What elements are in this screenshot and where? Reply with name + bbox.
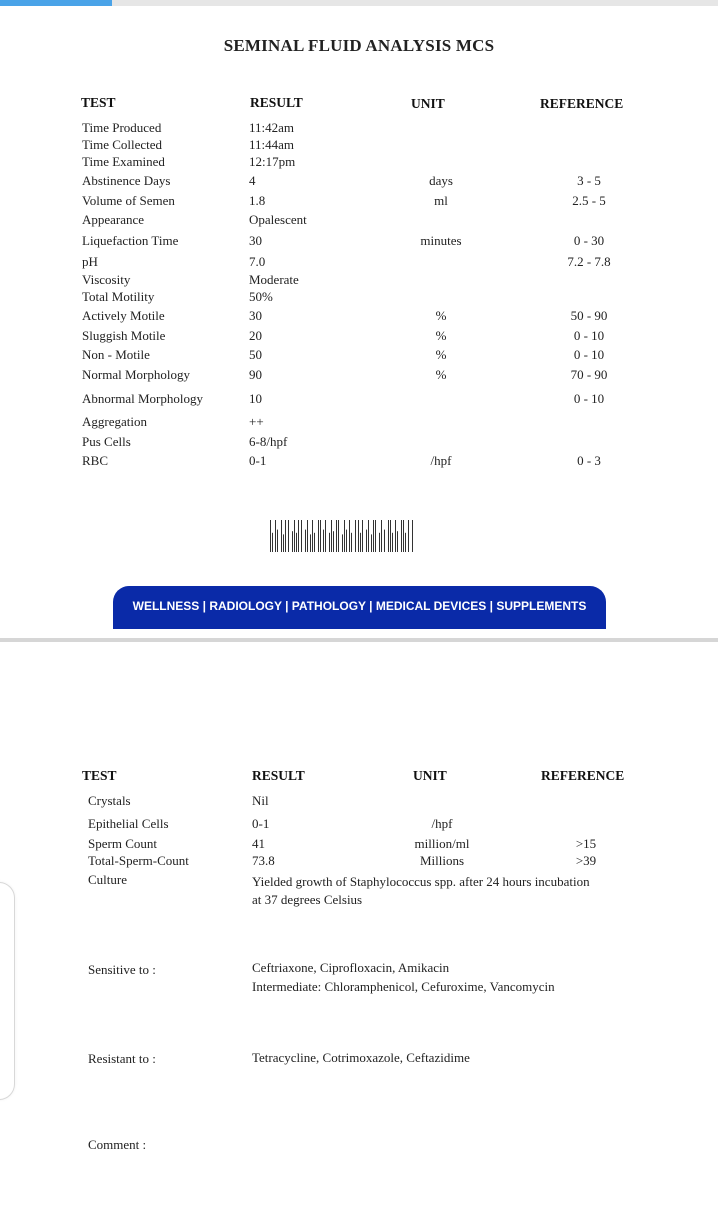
culture-result-line1: Yielded growth of Staphylococcus spp. after 24 hours incubation [252, 874, 590, 889]
header-unit-2: UNIT [413, 768, 447, 783]
row-reference: >39 [575, 853, 597, 868]
row-test-name: Abstinence Days [82, 173, 171, 188]
row-unit: minutes [420, 233, 462, 248]
side-floating-panel[interactable] [0, 882, 15, 1100]
row-reference: 0 - 10 [573, 347, 605, 362]
row-test-name: Sperm Count [88, 836, 157, 851]
row-result: 90 [249, 367, 262, 382]
row-result: 1.8 [249, 193, 266, 208]
header-result-2: RESULT [252, 768, 305, 783]
row-test-name: Aggregation [82, 414, 147, 429]
barcode-icon [266, 520, 454, 552]
report-title: SEMINAL FLUID ANALYSIS MCS [223, 36, 495, 55]
row-result: 11:42am [249, 120, 295, 135]
row-test-name: Actively Motile [82, 308, 165, 323]
row-test-name: Epithelial Cells [88, 816, 169, 831]
header-result: RESULT [250, 95, 303, 110]
sensitive-line1: Ceftriaxone, Ciprofloxacin, Amikacin [252, 960, 450, 975]
row-result: Moderate [249, 272, 299, 287]
row-unit: days [429, 173, 453, 188]
row-unit: Millions [419, 853, 465, 868]
header-test: TEST [81, 95, 116, 110]
row-test-name: Abnormal Morphology [82, 391, 203, 406]
row-result: 50% [249, 289, 273, 304]
culture-result-line2: at 37 degrees Celsius [252, 892, 363, 907]
header-unit: UNIT [411, 96, 445, 111]
row-test-name: Crystals [88, 793, 131, 808]
row-test-name: Non - Motile [82, 347, 150, 362]
row-reference: 0 - 10 [573, 391, 605, 406]
row-result: 7.0 [249, 254, 266, 269]
row-result: 11:44am [249, 137, 295, 152]
resistant-label: Resistant to : [88, 1051, 156, 1066]
row-reference: 70 - 90 [570, 367, 608, 382]
row-test-name: Volume of Semen [82, 193, 175, 208]
row-unit: ml [434, 193, 448, 208]
row-result: 4 [249, 173, 256, 188]
row-unit: million/ml [414, 836, 470, 851]
row-test-name: Total-Sperm-Count [88, 853, 189, 868]
row-result: 30 [249, 308, 262, 323]
sensitive-line2: Intermediate: Chloramphenicol, Cefuroxime, Vancomycin [252, 979, 555, 994]
row-unit: /hpf [431, 816, 453, 831]
row-result: Nil [252, 793, 269, 808]
row-test-name: Total Motility [82, 289, 155, 304]
row-test-name: Pus Cells [82, 434, 131, 449]
sensitive-label: Sensitive to : [88, 962, 156, 977]
row-test-name: Liquefaction Time [82, 233, 179, 248]
resistant-value: Tetracycline, Cotrimoxazole, Ceftazidime [252, 1050, 470, 1065]
page-divider [0, 638, 718, 642]
row-reference: 0 - 30 [573, 233, 605, 248]
row-unit: % [435, 367, 447, 382]
header-reference: REFERENCE [540, 96, 624, 111]
row-reference: 0 - 10 [573, 328, 605, 343]
row-result: 73.8 [252, 853, 275, 868]
comment-label: Comment : [88, 1137, 147, 1152]
row-reference: 50 - 90 [570, 308, 608, 323]
row-result: 20 [249, 328, 262, 343]
row-test-name: Time Collected [82, 137, 163, 152]
row-unit: /hpf [430, 453, 452, 468]
row-test-name: RBC [82, 453, 109, 468]
row-unit: % [435, 347, 447, 362]
row-result: 6-8/hpf [249, 434, 288, 449]
row-result: 41 [252, 836, 265, 851]
culture-label: Culture [88, 872, 127, 887]
row-unit: % [435, 308, 447, 323]
row-result: 10 [249, 391, 262, 406]
row-reference: 2.5 - 5 [572, 193, 606, 208]
row-test-name: Time Produced [82, 120, 162, 135]
row-result: Opalescent [249, 212, 307, 227]
row-unit: % [435, 328, 447, 343]
row-result: 0-1 [252, 816, 270, 831]
top-progress-bar [0, 0, 112, 6]
row-result: ++ [249, 414, 264, 429]
services-banner: WELLNESS | RADIOLOGY | PATHOLOGY | MEDICAL DEVICES | SUPPLEMENTS [113, 586, 606, 629]
row-test-name: Sluggish Motile [82, 328, 166, 343]
row-test-name: Viscosity [82, 272, 131, 287]
row-test-name: Normal Morphology [82, 367, 190, 382]
row-reference: 3 - 5 [577, 173, 601, 188]
row-reference: 0 - 3 [577, 453, 601, 468]
row-result: 12:17pm [249, 154, 296, 169]
row-test-name: Appearance [82, 212, 145, 227]
row-result: 50 [249, 347, 262, 362]
row-reference: 7.2 - 7.8 [567, 254, 611, 269]
header-test-2: TEST [82, 768, 117, 783]
row-test-name: pH [82, 254, 98, 269]
row-test-name: Time Examined [82, 154, 165, 169]
row-result: 0-1 [249, 453, 267, 468]
row-reference: >15 [575, 836, 597, 851]
header-reference-2: REFERENCE [541, 768, 625, 783]
row-result: 30 [249, 233, 262, 248]
